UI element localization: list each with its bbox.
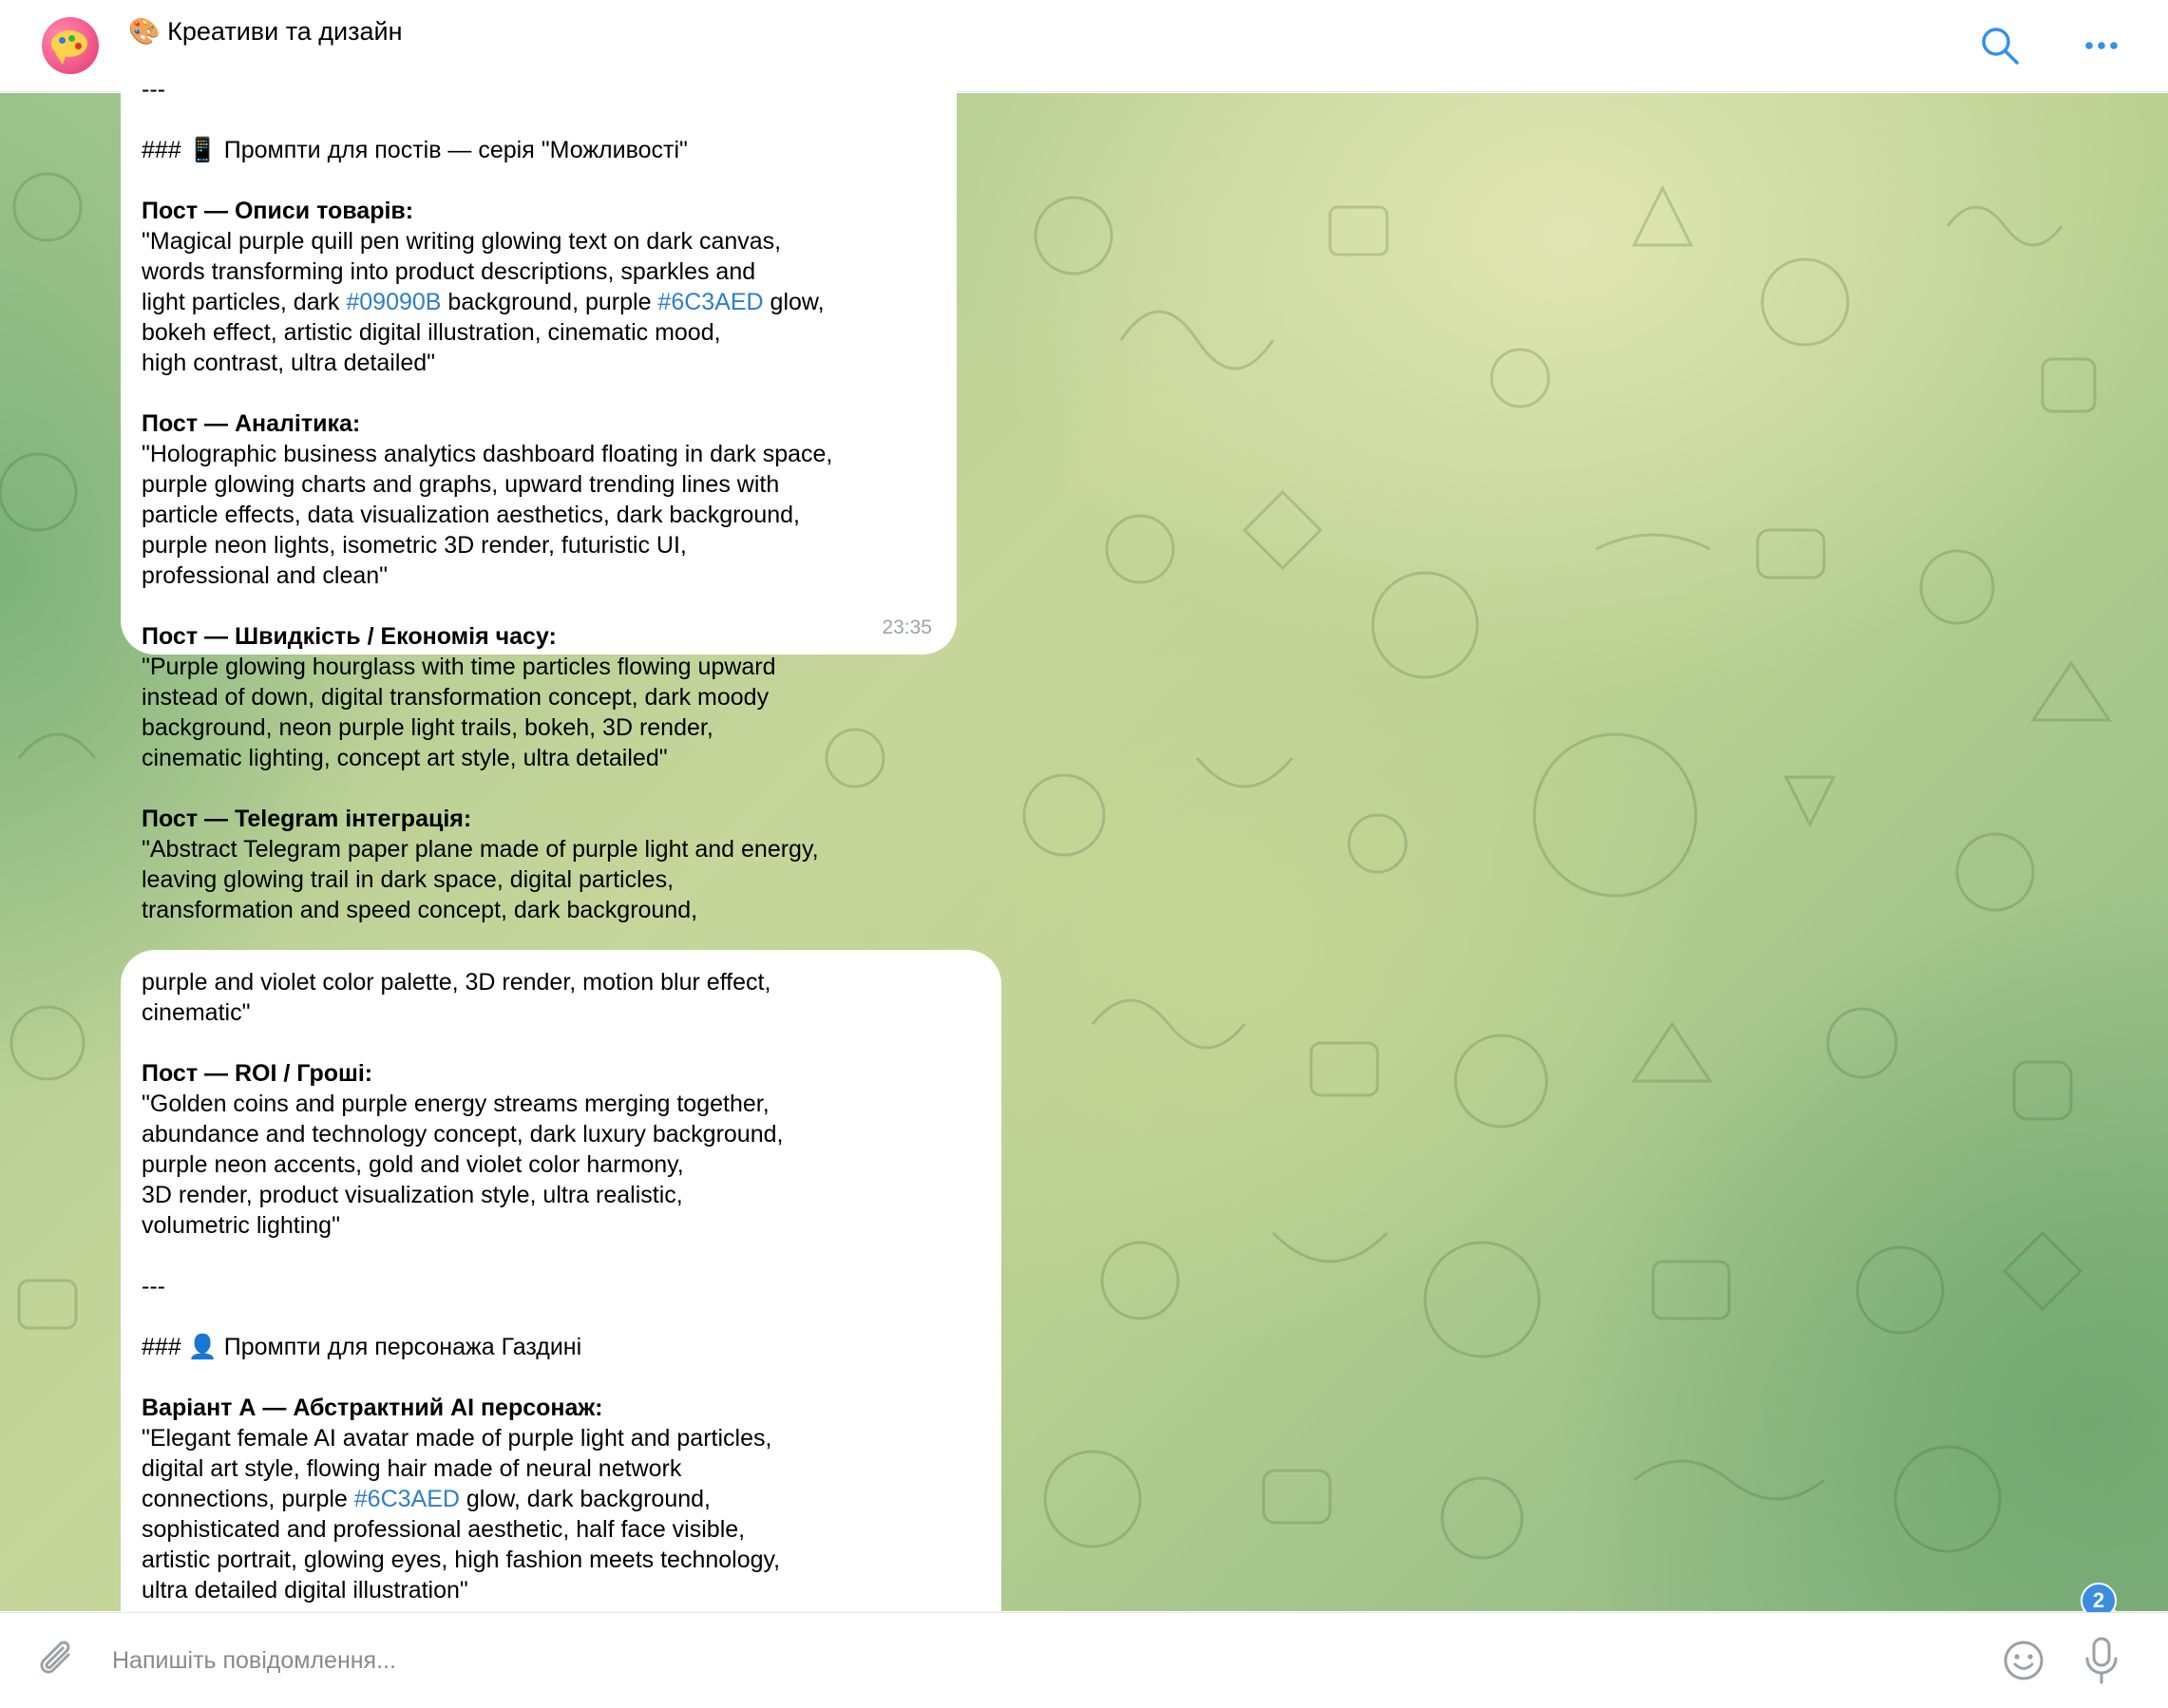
- message-line: [142, 196, 936, 226]
- paperclip-icon: [36, 1638, 82, 1683]
- channel-avatar[interactable]: [42, 17, 99, 74]
- message-text-fragment: glow,: [763, 289, 825, 315]
- message-text-fragment: ultra detailed digital illustration": [142, 1577, 468, 1604]
- message-line: [142, 652, 936, 682]
- message-text-fragment: [142, 1030, 148, 1056]
- message-heading: Пост — ROI / Гроші:: [142, 1060, 373, 1087]
- voice-message-button[interactable]: [2077, 1634, 2126, 1687]
- message-text-fragment: "Holographic business analytics dashboard floating in dark space,: [142, 441, 833, 467]
- message-heading: Пост — Описи товарів:: [142, 198, 414, 224]
- message-line: [142, 104, 936, 135]
- message-line: [142, 1210, 980, 1241]
- channel-title[interactable]: [128, 16, 403, 47]
- message-line: [142, 1058, 980, 1089]
- message-heading: Пост — Швидкість / Економія часу:: [142, 623, 557, 650]
- message-line: [142, 1149, 980, 1180]
- attach-button[interactable]: [34, 1636, 84, 1685]
- message-text-fragment: [142, 775, 148, 802]
- message-line: [142, 591, 936, 621]
- message-line: [142, 287, 936, 317]
- message-line: [142, 1393, 980, 1423]
- message-text-fragment: [142, 593, 148, 619]
- message-text-fragment: words transforming into product descriptions, sparkles and: [142, 258, 756, 285]
- message-text-fragment: "Elegant female AI avatar made of purple light and particles,: [142, 1425, 772, 1452]
- emoji-icon: [2001, 1638, 2046, 1683]
- message-bubble[interactable]: [121, 950, 1001, 1634]
- message-line: [142, 348, 936, 378]
- message-line: [142, 621, 936, 652]
- message-line: [142, 997, 980, 1028]
- message-line: [142, 317, 936, 348]
- message-text-fragment: instead of down, digital transformation concept, dark moody: [142, 684, 770, 711]
- message-text-fragment: professional and clean": [142, 562, 389, 589]
- message-text-fragment: purple neon accents, gold and violet color harmony,: [142, 1151, 684, 1178]
- message-line: [142, 1453, 980, 1484]
- message-text-fragment: ### 👤 Промпти для персонажа Газдині: [142, 1334, 582, 1360]
- message-line: [142, 226, 936, 256]
- chat-background[interactable]: [0, 76, 2168, 1612]
- message-text-fragment: abundance and technology concept, dark luxury background,: [142, 1121, 784, 1148]
- message-line: [142, 469, 936, 500]
- message-text-fragment: "Purple glowing hourglass with time particles flowing upward: [142, 654, 776, 680]
- message-text-fragment: [142, 1364, 148, 1391]
- message-text-fragment: 3D render, product visualization style, ultra realistic,: [142, 1182, 683, 1208]
- message-text-fragment: high contrast, ultra detailed": [142, 350, 436, 376]
- hashtag-link[interactable]: #6C3AED: [353, 1486, 460, 1512]
- message-line: [142, 682, 936, 712]
- message-line: [142, 135, 936, 165]
- message-line: [142, 1332, 980, 1362]
- message-line: [142, 1089, 980, 1119]
- message-heading: Варіант А — Абстрактний AI персонаж:: [142, 1395, 603, 1421]
- message-text-fragment: "Golden coins and purple energy streams merging together,: [142, 1091, 770, 1117]
- message-line: [142, 1301, 980, 1332]
- message-line: [142, 560, 936, 591]
- unread-badge: 2: [2081, 1583, 2117, 1619]
- message-line: [142, 165, 936, 196]
- message-bubble[interactable]: [121, 55, 957, 923]
- message-line: [142, 378, 936, 408]
- message-text-fragment: background, neon purple light trails, bokeh, 3D render,: [142, 714, 713, 741]
- message-text-fragment: sophisticated and professional aesthetic, half face visible,: [142, 1516, 746, 1543]
- message-text-fragment: particle effects, data visualization aesthetics, dark background,: [142, 502, 800, 528]
- message-line: [142, 773, 936, 804]
- message-text-fragment: cinematic": [142, 999, 251, 1026]
- message-line: [142, 1545, 980, 1575]
- message-line: [142, 895, 936, 925]
- message-line: [142, 1362, 980, 1393]
- more-button[interactable]: [2077, 21, 2126, 70]
- message-text-fragment: background, purple: [441, 289, 658, 315]
- search-button[interactable]: [1975, 21, 2025, 70]
- message-line: [142, 1119, 980, 1149]
- message-composer: [0, 1612, 2168, 1708]
- message-line: [142, 864, 936, 895]
- message-time: 23:35: [882, 617, 932, 638]
- message-text: [142, 967, 980, 1605]
- message-text-fragment: purple and violet color palette, 3D render, motion blur effect,: [142, 969, 771, 996]
- emoji-button[interactable]: [1999, 1636, 2048, 1685]
- message-text-fragment: ### 📱 Промпти для постів — серія "Можливості": [142, 137, 688, 163]
- message-heading: Пост — Telegram інтеграція:: [142, 806, 472, 832]
- message-line: [142, 439, 936, 469]
- message-text: [142, 74, 936, 925]
- message-text-fragment: ---: [142, 1273, 165, 1300]
- message-text-fragment: artistic portrait, glowing eyes, high fashion meets technology,: [142, 1547, 781, 1573]
- message-text-fragment: [142, 1303, 148, 1330]
- message-text-fragment: ---: [142, 76, 165, 103]
- message-line: [142, 256, 936, 287]
- microphone-icon: [2081, 1636, 2122, 1685]
- message-text-fragment: "Magical purple quill pen writing glowing text on dark canvas,: [142, 228, 782, 255]
- message-input[interactable]: [112, 1632, 1965, 1689]
- message-line: [142, 1028, 980, 1058]
- hashtag-link[interactable]: #6C3AED: [657, 289, 764, 315]
- message-line: [142, 1484, 980, 1514]
- message-line: [142, 1271, 980, 1301]
- message-text-fragment: purple glowing charts and graphs, upward trending lines with: [142, 471, 780, 498]
- message-line: [142, 804, 936, 834]
- search-icon: [1979, 25, 2021, 66]
- message-text-fragment: light particles, dark: [142, 289, 347, 315]
- palette-emoji: 🎨: [128, 17, 161, 46]
- message-line: [142, 743, 936, 773]
- message-text-fragment: cinematic lighting, concept art style, ultra detailed": [142, 745, 668, 771]
- message-line: [142, 1423, 980, 1453]
- message-text-fragment: [142, 380, 148, 407]
- message-text-fragment: glow, dark background,: [459, 1486, 711, 1512]
- message-text-fragment: connections, purple: [142, 1486, 354, 1512]
- message-text-fragment: [142, 106, 148, 133]
- message-text-fragment: [142, 1243, 148, 1269]
- message-text-fragment: [142, 167, 148, 194]
- message-line: [142, 712, 936, 743]
- message-text-fragment: purple neon lights, isometric 3D render, futuristic UI,: [142, 532, 687, 559]
- message-line: [142, 530, 936, 560]
- message-line: [142, 1514, 980, 1545]
- message-text-fragment: "Abstract Telegram paper plane made of purple light and energy,: [142, 836, 819, 863]
- message-text-fragment: leaving glowing trail in dark space, digital particles,: [142, 866, 675, 893]
- message-line: [142, 834, 936, 864]
- message-heading: Пост — Аналітика:: [142, 410, 361, 437]
- message-text-fragment: transformation and speed concept, dark background,: [142, 897, 698, 923]
- hashtag-link[interactable]: #09090B: [346, 289, 442, 315]
- message-line: [142, 408, 936, 439]
- message-line: [142, 967, 980, 997]
- message-line: [142, 74, 936, 104]
- message-line: [142, 500, 936, 530]
- message-line: [142, 1180, 980, 1210]
- channel-title-text: Креативи та дизайн: [167, 17, 403, 46]
- more-icon: [2081, 25, 2122, 66]
- message-text-fragment: bokeh effect, artistic digital illustration, cinematic mood,: [142, 319, 721, 346]
- message-text-fragment: volumetric lighting": [142, 1212, 340, 1239]
- message-line: [142, 1241, 980, 1271]
- message-text-fragment: digital art style, flowing hair made of neural network: [142, 1455, 682, 1482]
- message-line: [142, 1575, 980, 1605]
